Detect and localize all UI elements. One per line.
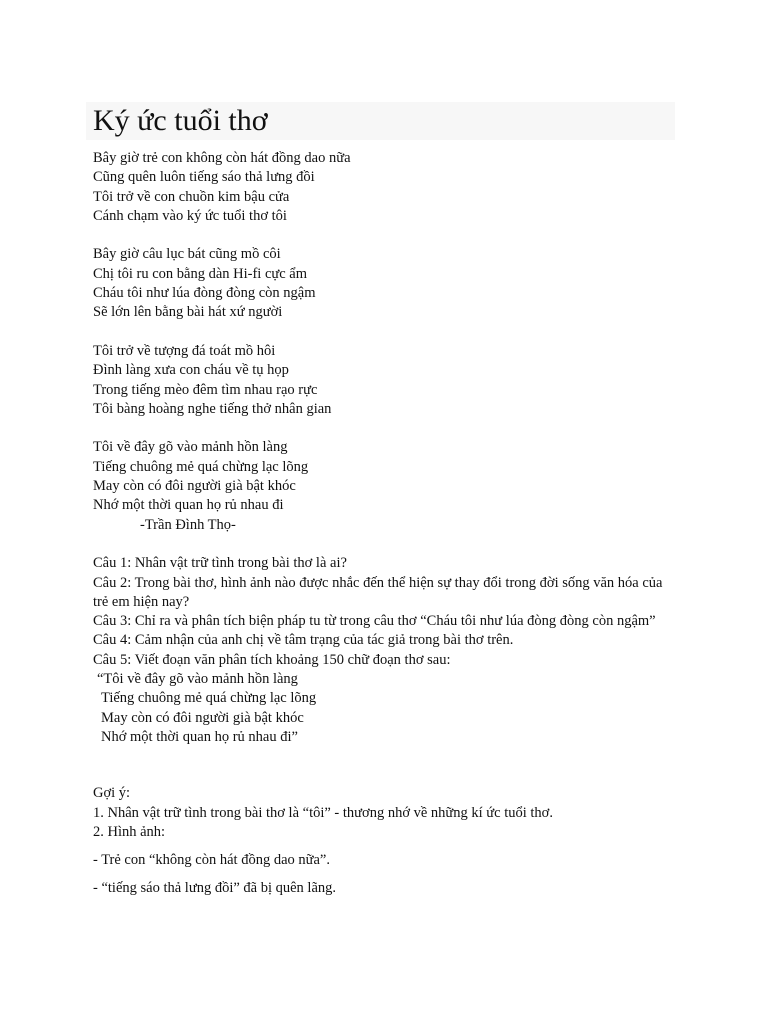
paragraph-spacer <box>93 870 675 879</box>
document-page <box>93 102 675 899</box>
question-4: Câu 4: Cảm nhận của anh chị về tâm trạng của tác giả trong bài thơ trên. <box>93 632 514 649</box>
quote-line: “Tôi về đây gõ vào mảnh hồn làng <box>97 671 298 688</box>
page-title: Ký ức tuổi thơ <box>93 104 268 137</box>
quote-line: May còn có đôi người già bật khóc <box>101 709 304 726</box>
section-spacer <box>93 535 675 554</box>
poem-stanza-4 <box>93 438 675 534</box>
poem-line: Nhớ một thời quan họ rủ nhau đi <box>93 497 284 514</box>
poem-line: Tiếng chuông mẻ quá chừng lạc lõng <box>93 458 309 475</box>
hint-item-1: 1. Nhân vật trữ tình trong bài thơ là “tôi” - thương nhớ về những kí ức tuổi thơ. <box>93 804 553 821</box>
quote-line: Tiếng chuông mẻ quá chừng lạc lõng <box>101 690 317 707</box>
paragraph-spacer <box>93 842 675 851</box>
poem-stanza-3 <box>93 342 675 419</box>
poem-line: Cánh chạm vào ký ức tuổi thơ tôi <box>93 207 287 224</box>
section-spacer <box>93 747 675 784</box>
poem-line: Bây giờ câu lục bát cũng mồ côi <box>93 246 281 263</box>
quote-line: Nhớ một thời quan họ rủ nhau đi” <box>101 728 298 745</box>
quoted-stanza <box>93 670 675 747</box>
stanza-spacer <box>93 323 675 342</box>
poem-line: Tôi trở về tượng đá toát mồ hôi <box>93 342 276 359</box>
stanza-spacer <box>93 419 675 438</box>
poem <box>93 149 675 535</box>
poem-line: Cũng quên luôn tiếng sáo thả lưng đồi <box>93 169 315 186</box>
poem-line: Cháu tôi như lúa đòng đòng còn ngậm <box>93 285 316 302</box>
hint-bullet: - Trẻ con “không còn hát đồng dao nữa”. <box>93 852 330 869</box>
poem-stanza-1 <box>93 149 675 226</box>
question-5: Câu 5: Viết đoạn văn phân tích khoảng 150 chữ đoạn thơ sau: <box>93 651 451 668</box>
question-1: Câu 1: Nhân vật trữ tình trong bài thơ là ai? <box>93 555 347 572</box>
poem-line: May còn có đôi người già bật khóc <box>93 478 296 495</box>
poem-stanza-2 <box>93 245 675 322</box>
question-2: Câu 2: Trong bài thơ, hình ảnh nào được nhắc đến thể hiện sự thay đổi trong đời sống văn hóa của trẻ em hiện nay? <box>93 574 663 610</box>
poem-line: Bây giờ trẻ con không còn hát đồng dao nữa <box>93 150 351 166</box>
hints-heading: Gợi ý: <box>93 785 131 802</box>
poem-line: Chị tôi ru con bằng dàn Hi-fi cực ẩm <box>93 265 308 282</box>
poem-author: -Trần Đình Thọ- <box>140 516 236 533</box>
poem-line: Trong tiếng mèo đêm tìm nhau rạo rực <box>93 381 318 398</box>
poem-line: Sẽ lớn lên bằng bài hát xứ người <box>93 304 283 321</box>
poem-line: Tôi trở về con chuồn kim bậu cửa <box>93 188 290 205</box>
hint-item-2: 2. Hình ảnh: <box>93 823 166 840</box>
poem-line: Tôi bàng hoàng nghe tiếng thở nhân gian <box>93 400 332 417</box>
questions <box>93 554 675 747</box>
hint-bullet: - “tiếng sáo thả lưng đồi” đã bị quên lãng. <box>93 880 337 897</box>
stanza-spacer <box>93 226 675 245</box>
hints <box>93 784 675 898</box>
poem-line: Đình làng xưa con cháu về tụ họp <box>93 362 289 379</box>
poem-line: Tôi về đây gõ vào mảnh hồn làng <box>93 439 288 456</box>
question-3: Câu 3: Chỉ ra và phân tích biện pháp tu từ trong câu thơ “Cháu tôi như lúa đòng đòng còn ngậm” <box>93 613 656 630</box>
